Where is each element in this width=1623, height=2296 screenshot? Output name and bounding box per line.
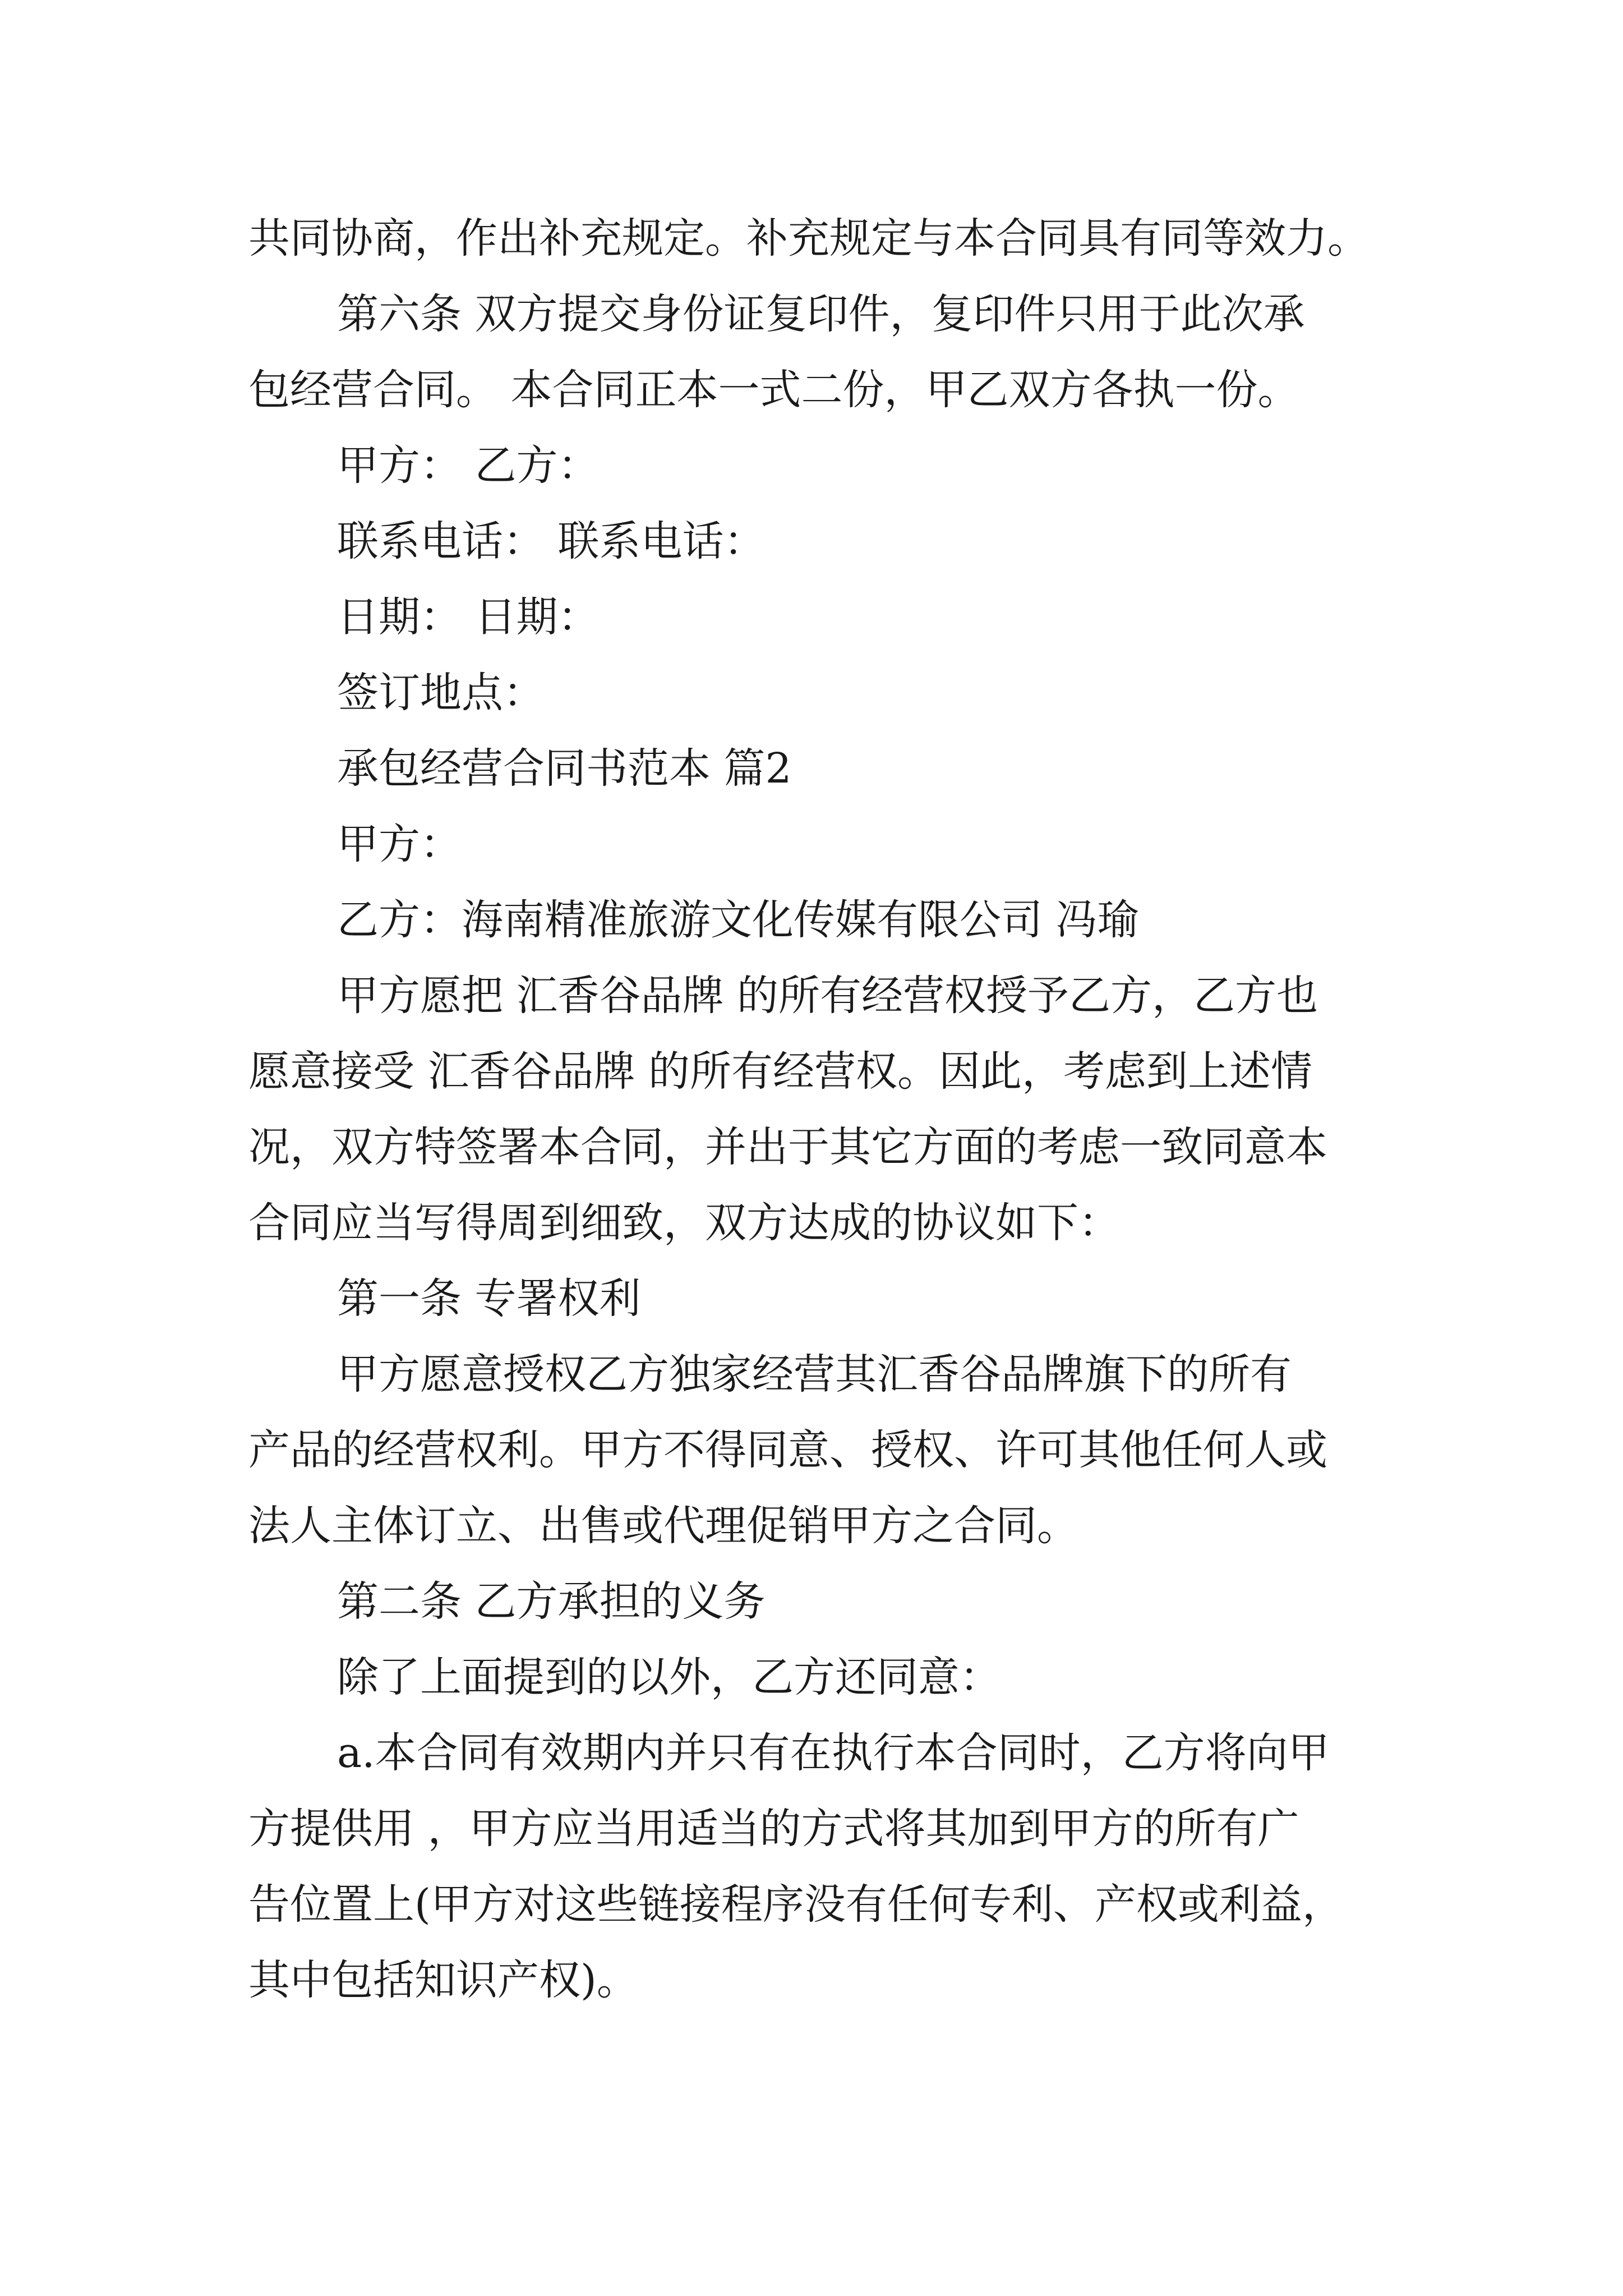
paragraph-line: 共同协商，作出补充规定。补充规定与本合同具有同等效力。 (248, 214, 1369, 263)
article-two-heading: 第二条 乙方承担的义务 (337, 1577, 766, 1626)
paragraph-line: 除了上面提到的以外，乙方还同意： (337, 1653, 1001, 1701)
article-six-line: 第六条 双方提交身份证复印件，复印件只用于此次承 (337, 290, 1305, 338)
party-a-party-b-line: 甲方： 乙方： (337, 441, 600, 490)
paragraph-line: 方提供用 ，甲方应当用适当的方式将其加到甲方的所有广 (248, 1805, 1299, 1853)
paragraph-line: 其中包括知识产权)。 (248, 1956, 638, 2004)
paragraph-line: 甲方愿把 汇香谷品牌 的所有经营权授予乙方，乙方也 (337, 972, 1318, 1020)
paragraph-line: 告位置上(甲方对这些链接程序没有任何专利、产权或利益， (248, 1880, 1344, 1929)
paragraph-line: 愿意接受 汇香谷品牌 的所有经营权。因此，考虑到上述情 (248, 1047, 1313, 1096)
article-one-heading: 第一条 专署权利 (337, 1274, 641, 1323)
paragraph-line: 况，双方特签署本合同，并出于其它方面的考虑一致同意本 (248, 1123, 1327, 1171)
party-a-line: 甲方： (337, 820, 462, 868)
clause-a-line: a.本合同有效期内并只有在执行本合同时，乙方将向甲 (337, 1729, 1330, 1777)
contact-phone-line: 联系电话： 联系电话： (337, 517, 766, 565)
section-title: 承包经营合同书范本 篇2 (337, 744, 792, 793)
signing-place-line: 签订地点： (337, 669, 545, 717)
paragraph-line: 甲方愿意授权乙方独家经营其汇香谷品牌旗下的所有 (337, 1350, 1292, 1398)
paragraph-line: 法人主体订立、出售或代理促销甲方之合同。 (248, 1502, 1078, 1550)
date-line: 日期： 日期： (337, 593, 600, 641)
paragraph-line: 产品的经营权利。甲方不得同意、授权、许可其他任何人或 (248, 1426, 1327, 1474)
paragraph-line: 包经营合同。 本合同正本一式二份，甲乙双方各执一份。 (248, 366, 1299, 414)
party-b-line: 乙方：海南精准旅游文化传媒有限公司 冯瑜 (337, 896, 1139, 944)
paragraph-line: 合同应当写得周到细致，双方达成的协议如下： (248, 1199, 1120, 1247)
